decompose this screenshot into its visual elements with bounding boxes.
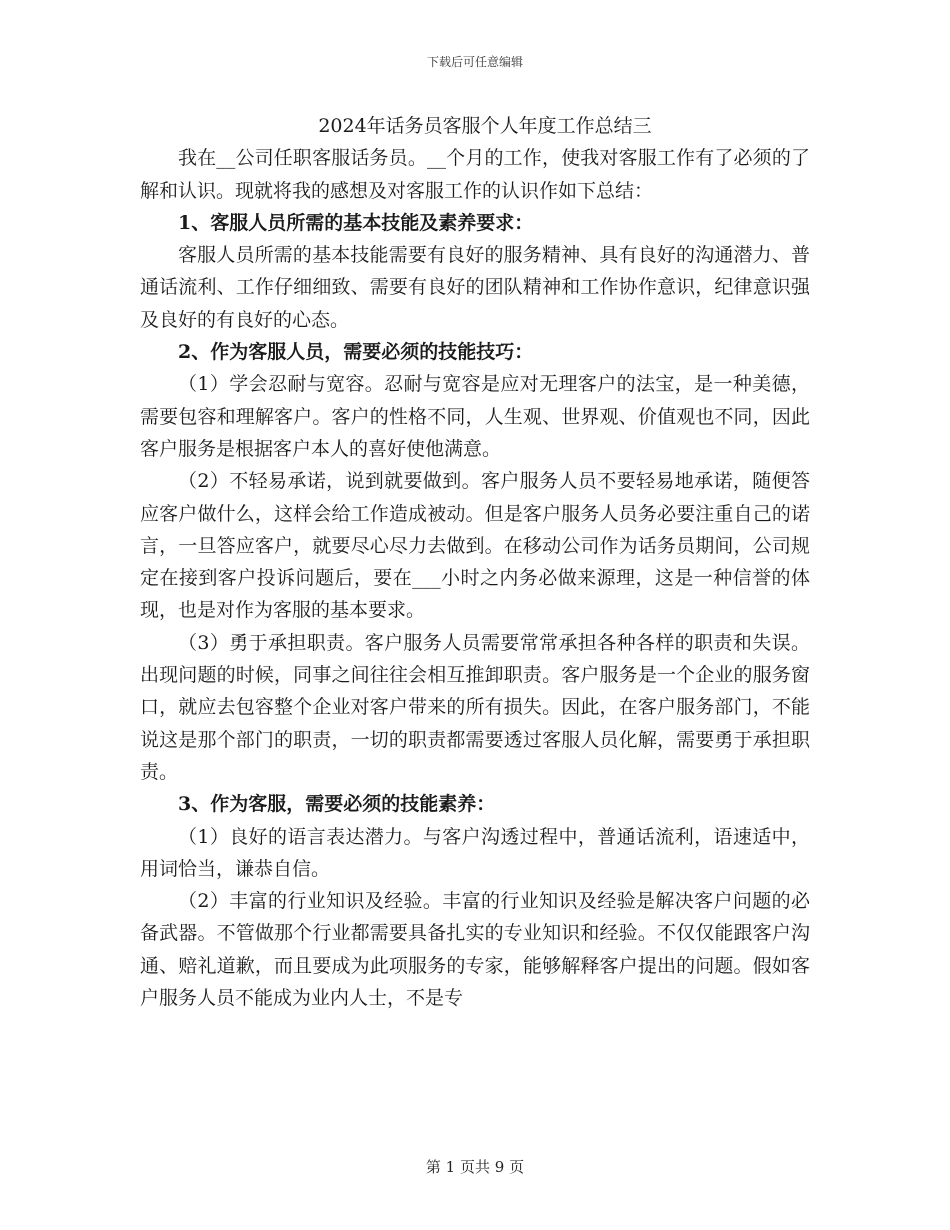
section-heading-2: 2、作为客服人员，需要必须的技能技巧： bbox=[178, 341, 534, 364]
document-title: 2024年话务员客服个人年度工作总结三 bbox=[318, 115, 652, 137]
paragraph-responsibility: （3）勇于承担职责。客户服务人员需要常常承担各种各样的职责和失误。出现问题的时候，同事之间往往会相互推卸职责。客户服务是一个企业的服务窗口，就应去包容整个企业对客户带来的所有损失。因此，在客户服务部门，不能说这是那个部门的职责，一切的职责都需要透过客服人员化解，需要勇于承担职责。 bbox=[140, 631, 810, 783]
section-heading-1: 1、客服人员所需的基本技能及素养要求： bbox=[178, 211, 534, 234]
paragraph-patience: （1）学会忍耐与宽容。忍耐与宽容是应对无理客户的法宝，是一种美德，需要包容和理解客户。客户的性格不同，人生观、世界观、价值观也不同，因此客户服务是根据客户本人的喜好使他满意。 bbox=[140, 373, 810, 460]
paragraph-intro: 我在__公司任职客服话务员。__个月的工作，使我对客服工作有了必须的了解和认识。现就将我的感想及对客服工作的认识作如下总结： bbox=[140, 147, 810, 202]
paragraph-promise: （2）不轻易承诺，说到就要做到。客户服务人员不要轻易地承诺，随便答应客户做什么，这样会给工作造成被动。但是客户服务人员务必要注重自己的诺言，一旦答应客户，就要尽心尽力去做到。在移动公司作为话务员期间，公司规定在接到客户投诉问题后，要在___小时之内务必做来源理，这是一种信誉的体现，也是对作为客服的基本要求。 bbox=[140, 470, 810, 622]
paragraph-skills: 客服人员所需的基本技能需要有良好的服务精神、具有良好的沟通潜力、普通话流利、工作仔细细致、需要有良好的团队精神和工作协作意识，纪律意识强及良好的有良好的心态。 bbox=[140, 244, 810, 331]
page-footer: 第 1 页共 9 页 bbox=[425, 1158, 525, 1176]
section-heading-3: 3、作为客服，需要必须的技能素养： bbox=[178, 793, 496, 816]
document-body bbox=[140, 110, 810, 1014]
header-note: 下载后可任意编辑 bbox=[426, 55, 523, 69]
paragraph-language: （1）良好的语言表达潜力。与客户沟透过程中，普通话流利，语速适中，用词恰当，谦恭自信。 bbox=[140, 825, 810, 880]
paragraph-knowledge: （2）丰富的行业知识及经验。丰富的行业知识及经验是解决客户问题的必备武器。不管做那个行业都需要具备扎实的专业知识和经验。不仅仅能跟客户沟通、赔礼道歉，而且要成为此项服务的专家，能够解释客户提出的问题。假如客户服务人员不能成为业内人士，不是专 bbox=[140, 890, 810, 1010]
